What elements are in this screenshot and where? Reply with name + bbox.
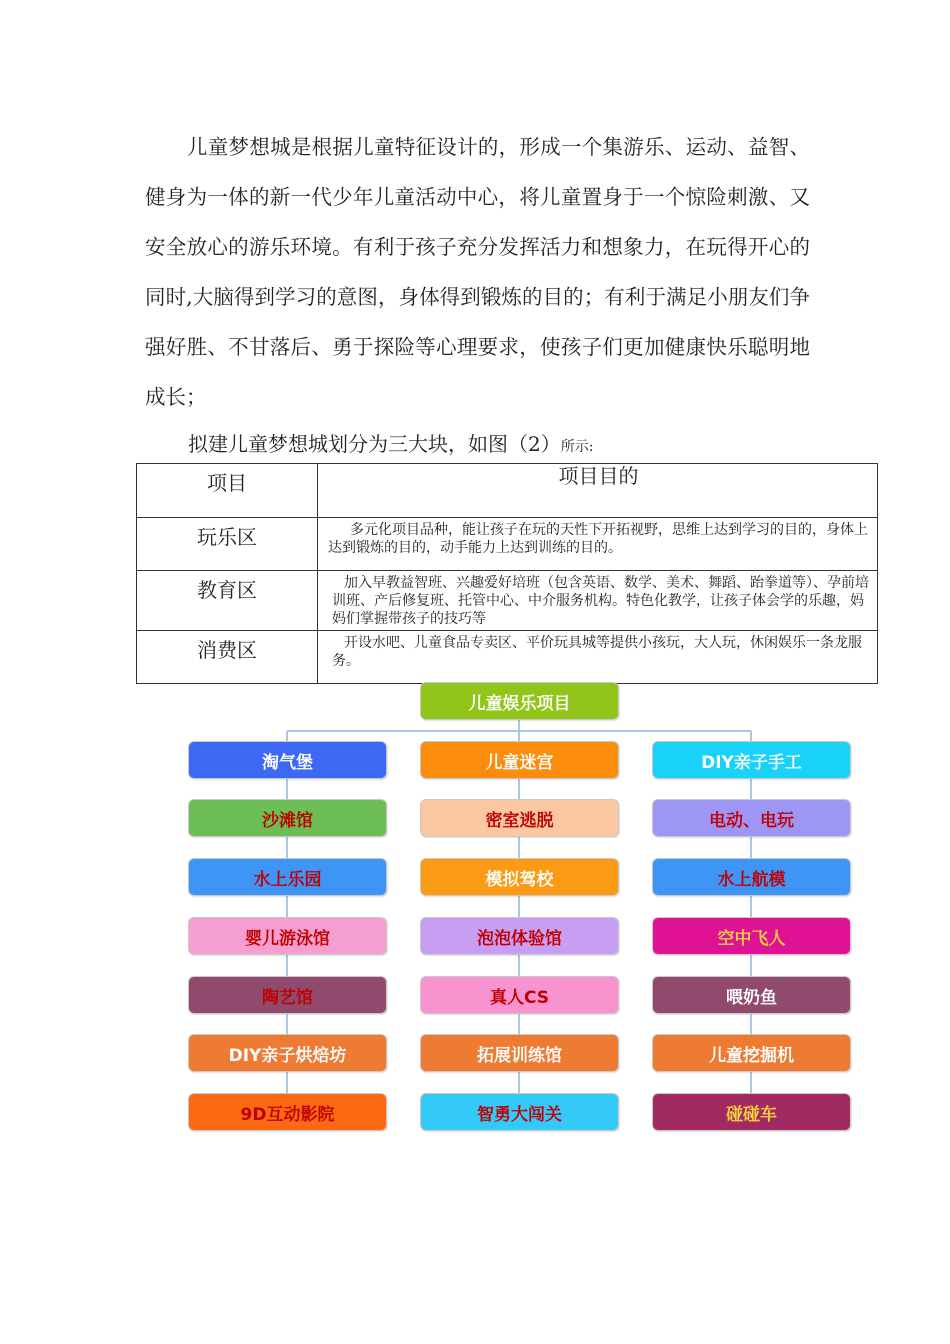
node-label: 真人CS bbox=[489, 987, 550, 1008]
node-col3-4 bbox=[652, 976, 851, 1014]
node-col1-1 bbox=[188, 799, 387, 837]
node-col1-2 bbox=[188, 858, 387, 896]
row-purpose: 开设水吧、儿童食品专卖区、平价玩具城等提供小孩玩，大人玩，休闲娱乐一条龙服务。 bbox=[318, 631, 878, 684]
row-purpose: 多元化项目品种，能让孩子在玩的天性下开拓视野，思维上达到学习的目的，身体上达到锻炼的目的，动手能力上达到训练的目的。 bbox=[318, 518, 878, 571]
node-label: 沙滩馆 bbox=[262, 810, 313, 831]
node-label: 陶艺馆 bbox=[262, 987, 313, 1008]
node-col1-6 bbox=[188, 1093, 387, 1131]
node-col3-0 bbox=[652, 741, 851, 779]
node-col3-1 bbox=[652, 799, 851, 837]
node-label: 泡泡体验馆 bbox=[477, 928, 562, 949]
intro-paragraph: 儿童梦想城是根据儿童特征设计的，形成一个集游乐、运动、益智、健身为一体的新一代少年儿童活动中心，将儿童置身于一个惊险刺激、又安全放心的游乐环境。有利于孩子充分发挥活力和想象力，在玩得开心的同时,大脑得到学习的意图，身体得到锻炼的目的；有利于满足小朋友们争强好胜、不甘落后、勇于探险等心理要求，使孩子们更加健康快乐聪明地成长； bbox=[145, 135, 810, 409]
node-label: 空中飞人 bbox=[717, 928, 786, 949]
node-label: DIY亲子手工 bbox=[701, 752, 802, 773]
header-purpose: 项目目的 bbox=[318, 464, 878, 518]
node-label: 拓展训练馆 bbox=[477, 1045, 562, 1066]
node-col1-4 bbox=[188, 976, 387, 1014]
node-label: 儿童迷宫 bbox=[485, 752, 554, 773]
node-col3-5 bbox=[652, 1034, 851, 1072]
node-col2-5 bbox=[420, 1034, 619, 1072]
section-intro-suffix: 所示: bbox=[560, 439, 594, 455]
node-col2-3 bbox=[420, 917, 619, 955]
node-col2-4 bbox=[420, 976, 619, 1014]
node-col2-6 bbox=[420, 1093, 619, 1131]
node-label: 模拟驾校 bbox=[485, 869, 554, 890]
node-label: 电动、电玩 bbox=[709, 810, 794, 831]
node-label: 密室逃脱 bbox=[485, 810, 554, 831]
section-intro-text: 拟建儿童梦想城划分为三大块，如图（2） bbox=[188, 432, 561, 456]
node-label: 9D互动影院 bbox=[240, 1104, 335, 1125]
node-col3-2 bbox=[652, 858, 851, 896]
node-col2-0 bbox=[420, 741, 619, 779]
node-col3-3 bbox=[652, 917, 851, 955]
row-area: 玩乐区 bbox=[137, 518, 318, 571]
node-label: DIY亲子烘焙坊 bbox=[228, 1045, 347, 1066]
row-area: 教育区 bbox=[137, 571, 318, 631]
node-col1-3 bbox=[188, 917, 387, 955]
node-label: 儿童挖掘机 bbox=[709, 1045, 794, 1066]
node-col2-1 bbox=[420, 799, 619, 837]
root-node-label: 儿童娱乐项目 bbox=[468, 693, 571, 714]
node-label: 碰碰车 bbox=[726, 1104, 777, 1125]
root-node bbox=[420, 682, 619, 720]
node-col1-5 bbox=[188, 1034, 387, 1072]
node-label: 水上乐园 bbox=[253, 869, 322, 890]
node-label: 水上航模 bbox=[717, 869, 786, 890]
node-label: 智勇大闯关 bbox=[477, 1104, 562, 1125]
node-col3-6 bbox=[652, 1093, 851, 1131]
node-col2-2 bbox=[420, 858, 619, 896]
node-col1-0 bbox=[188, 741, 387, 779]
node-label: 喂奶鱼 bbox=[726, 987, 777, 1008]
row-area: 消费区 bbox=[137, 631, 318, 684]
row-purpose: 加入早教益智班、兴趣爱好培班（包含英语、数学、美术、舞蹈、跆拳道等）、孕前培训班、产后修复班、托管中心、中介服务机构。特色化教学，让孩子体会学的乐趣，妈妈们掌握带孩子的技巧等 bbox=[318, 571, 878, 631]
node-label: 淘气堡 bbox=[262, 752, 313, 773]
header-project: 项目 bbox=[137, 464, 318, 518]
node-label: 婴儿游泳馆 bbox=[245, 928, 330, 949]
